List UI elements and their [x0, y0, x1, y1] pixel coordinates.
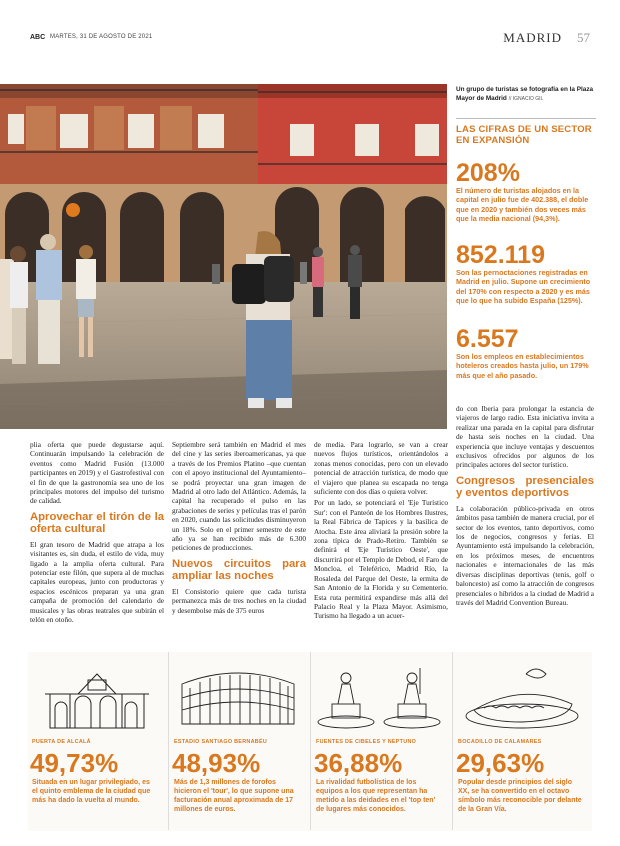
stat-number: 208%: [456, 159, 520, 187]
article-column-1: [30, 440, 164, 627]
paragraph: plia oferta que puede degustarse aquí. Continuarán impulsando la celebración de eventos como Madrid Fusión (13.000 participantes en 2019) y el Gastrofestival con el fin de que la gastronomía sea uno de los principales motores del impulso del turismo de calidad.: [30, 440, 164, 506]
card-puerta-de-alcala: [30, 654, 163, 829]
card-cibeles-neptuno: [314, 654, 447, 829]
card-percentage: 29,63%: [456, 748, 545, 778]
card-label: ESTADIO SANTIAGO BERNABÉU: [174, 739, 268, 745]
page-header: [30, 30, 590, 48]
stat-number: 852.119: [456, 241, 545, 269]
card-percentage: 36,88%: [314, 748, 403, 778]
stat-text: Son los empleos en establecimientos hoteleros creados hasta julio, un 179% más que el año pasado.: [456, 352, 589, 380]
paragraph: do con Iberia para prolongar la estancia de viajeros de largo radio. Esta iniciativa invita a realizar una parada en la capital para disfrutar de hasta seis noches en la ciudad. Una experiencia que incluye ventajas y descuentos exclusivos ofrecidos por algunos de los principales actores del sector turístico.: [456, 404, 594, 470]
stat-item: [456, 326, 596, 380]
photo-credit: // IGNACIO GIL: [508, 95, 544, 102]
page-number: 57: [577, 30, 590, 45]
divider: [456, 118, 596, 119]
divider: [452, 652, 453, 830]
card-label: FUENTES DE CIBELES Y NEPTUNO: [316, 739, 417, 745]
sandwich-icon: [456, 654, 589, 734]
stat-number: 6.557: [456, 325, 519, 353]
divider: [168, 652, 169, 830]
card-label: PUERTA DE ALCALÁ: [32, 739, 91, 745]
paragraph: de media. Para lograrlo, se van a crear nuevos flujos turísticos, orientándolos a zonas menos conocidas, pero con un elevado potencial de atracción turística, de modo que el viajero que planea su escapada no tenga suficiente con dos días o quiera volver.: [314, 440, 448, 497]
paragraph: El gran tesoro de Madrid que atrapa a los visitantes es, sin duda, el estilo de vida, muy ligado a la amplia oferta cultural. Para potenciar este filón, que supera al de muchas capitales europeas, junto con productoras y espacios escénicos preparan ya una gran campaña de promoción del calendario de musicales y las obras teatrales que subirán el telón en otoño.: [30, 539, 164, 625]
section-title: MADRID: [503, 30, 562, 45]
stat-item: [456, 160, 596, 223]
card-percentage: 48,93%: [172, 748, 261, 778]
card-text: Situada en un lugar privilegiado, es el quinto emblema de la ciudad que más ha dado la vuelta al mundo.: [32, 779, 151, 804]
paragraph: La colaboración público-privada en otros ámbitos pasa también de manera crucial, por el sector de los eventos, tanto deportivos, como los de negocios, congresos y ferias. El Ayuntamiento está impulsando la celebración, en los próximos meses, de encuentros nacionales e internacionales de las más diversas disciplinas deportivas (tenis, golf o baloncesto) así como la atracción de congresos presenciales o híbridos a la ciudad de Madrid a través del Madrid Convention Bureau.: [456, 503, 594, 607]
card-label: BOCADILLO DE CALAMARES: [458, 739, 542, 745]
card-bernabeu: [172, 654, 305, 829]
card-text: La rivalidad futbolística de los equipos a los que representan ha metido a las deidades en el 'top ten' de lugares más conocidos.: [316, 779, 436, 813]
article-column-3: [314, 440, 448, 623]
stat-text: Son las pernoctaciones registradas en Madrid en julio. Supone un crecimiento del 170% con respecto a 2020 y es más que lo que ha subido España (125%).: [456, 268, 591, 305]
newspaper-brand: ABC: [30, 34, 46, 41]
paragraph: El Consistorio quiere que cada turista permanezca más de tres noches en la ciudad y desembolse más de 375 euros: [172, 586, 306, 615]
stat-item: [456, 242, 596, 305]
subheading: Congresos presenciales y eventos deportivos: [456, 474, 594, 500]
subheading: Aprovechar el tirón de la oferta cultural: [30, 510, 164, 536]
stadium-icon: [172, 654, 305, 734]
puerta-de-alcala-icon: [30, 654, 163, 734]
article-column-4: [456, 404, 594, 609]
card-bocadillo: [456, 654, 589, 829]
stat-text: El número de turistas alojados en la capital en julio fue de 402.388, el doble que en 2020 y también dos veces más que la media nacional (94,3%).: [456, 186, 589, 223]
caption-text: Un grupo de turistas se fotografía en la Plaza Mayor de Madrid: [456, 86, 594, 102]
card-text: Popular desde principios del siglo XX, se ha convertido en el octavo símbolo más reconocible por delante de la Gran Vía.: [458, 779, 582, 813]
article-column-2: [172, 440, 306, 617]
card-text: Más de 1,3 millones de forofos hicieron el 'tour', lo que supone una facturación anual aproximada de 17 millones de euros.: [174, 779, 294, 813]
issue-date: MARTES, 31 DE AGOSTO DE 2021: [50, 34, 153, 40]
divider: [310, 652, 311, 830]
fountain-icon: [314, 654, 447, 734]
paragraph: Por un lado, se potenciará el 'Eje Turístico Sur': con el Panteón de los Hombres Ilustres, la Real Fábrica de Tapices y la basílica de Atocha. Este área aliviará la presión sobre la zona típica de Prado-Retiro. También se definirá el 'Eje Turístico Oeste', que discurrirá por el Templo de Debod, el Faro de Moncloa, el Teleférico, Madrid Río, la Rosaleda del Parque del Oeste, la ermita de San Antonio de la Florida y su Cementerio. Esta ruta permitirá expandirse más allá del Palacio Real y la Plaza Mayor. Asimismo, Turismo ha llegado a un acuer-: [314, 498, 448, 621]
subheading: Nuevos circuitos para ampliar las noches: [172, 557, 306, 583]
paragraph: Septiembre será también en Madrid el mes del cine y las series iberoamericanas, ya que a través de los Premios Platino –que cuentan con el apoyo institucional del Ayuntamiento– se podrá proyectar una gran imagen de Madrid al otro lado del Atlántico. Además, la capital ha recuperado el pulso en las grabaciones de series y películas tras el parón en 2020, cuando las solicitudes disminuyeron un 18%. Solo en el primer semestre de este año ya se han recibido más de 6.300 peticiones de producciones.: [172, 440, 306, 553]
plaza-mayor-photo: [0, 84, 447, 429]
stats-title: LAS CIFRAS DE UN SECTOR EN EXPANSIÓN: [456, 124, 592, 146]
card-percentage: 49,73%: [30, 748, 119, 778]
photo-caption: [456, 86, 596, 103]
